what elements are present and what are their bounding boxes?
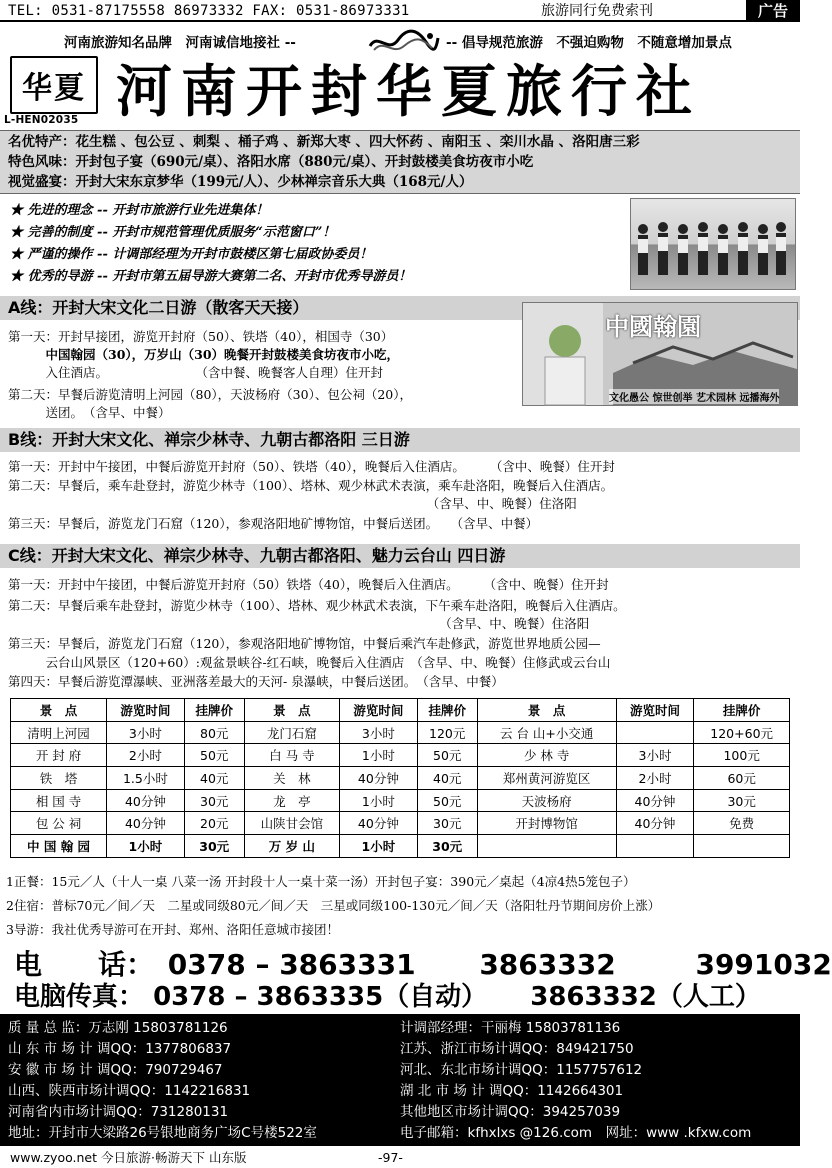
route-a-line: 中国翰园（30），万岁山（30）晚餐开封鼓楼美食坊夜市小吃， — [8, 347, 400, 362]
table-cell: 开封博物馆 — [477, 812, 616, 835]
table-cell: 万 岁 山 — [244, 835, 339, 858]
table-cell: 景 点 — [244, 699, 339, 722]
table-cell: 铁 塔 — [11, 767, 107, 790]
route-b-line: 第三天：早餐后，游览龙门石窟（120），参观洛阳地矿博物馆，中餐后送团。 （含早、中餐） — [8, 516, 539, 531]
phone-number: 3863332 — [479, 948, 616, 981]
agency-title: 河南开封华夏旅行社 — [116, 59, 701, 125]
route-b-line: 第二天：早餐后，乘车赴登封，游览少林寺（100）、塔林、观少林武术表演，乘车赴洛阳，晚餐后入住酒店。 — [8, 478, 614, 493]
table-cell: 20元 — [184, 812, 244, 835]
table-row — [11, 812, 790, 835]
table-cell: 郑州黄河游览区 — [477, 767, 616, 790]
logo-text: 华夏 — [22, 71, 86, 106]
route-c-title: C线：开封大宋文化、禅宗少林寺、九朝古都洛阳、魅力云台山 四日游 — [0, 544, 800, 568]
free-catalog-text: 旅游同行免费索刊 — [541, 3, 653, 19]
route-b-line: 第一天：开封中午接团，中餐后游览开封府（50）、铁塔（40），晚餐后入住酒店。 （含中、晚餐）住开封 — [8, 459, 615, 474]
table-cell: 1小时 — [107, 835, 185, 858]
specialties-band — [0, 130, 800, 194]
contact-item: 计调部经理：干丽梅 15803781136 — [400, 1020, 621, 1036]
table-cell: 相 国 寺 — [11, 789, 107, 812]
contact-address: 地址：开封市大梁路26号银地商务广场C号楼522室 — [8, 1125, 317, 1141]
table-cell: 清明上河园 — [11, 721, 107, 744]
specialty-line: 视觉盛宴：开封大宋东京梦华（199元/人）、少林禅宗音乐大典（168元/人） — [8, 174, 473, 190]
hanyuan-photo — [522, 302, 798, 406]
contact-email-web: 电子邮箱：kfhxlxs @126.com 网址：www .kfxw.com — [400, 1125, 752, 1141]
table-cell: 30元 — [184, 789, 244, 812]
contact-item: 湖 北 市 场 计 调QQ：1142664301 — [400, 1083, 624, 1099]
table-cell: 100元 — [694, 744, 790, 767]
route-c-line: 云台山风景区（120+60）:观盆景峡谷-红石峡，晚餐后入住酒店 （含早、中、晚餐）住修武或云台山 — [8, 655, 611, 670]
table-cell: 40元 — [184, 767, 244, 790]
table-cell: 50元 — [417, 789, 477, 812]
table-row — [11, 767, 790, 790]
table-cell: 天波杨府 — [477, 789, 616, 812]
table-cell: 120+60元 — [694, 721, 790, 744]
slogan-right: -- 倡导规范旅游 不强迫购物 不随意增加景点 — [446, 35, 732, 51]
contact-item: 江苏、浙江市场计调QQ：849421750 — [400, 1041, 634, 1057]
note-item: 1正餐：15元／人（十人一桌 八菜一汤 开封段十人一桌十菜一汤）开封包子宴：390元／桌起（4凉4热5笼包子） — [6, 874, 636, 889]
route-c-line: 第一天：开封中午接团，中餐后游览开封府（50）铁塔（40），晚餐后入住酒店。 （含中、晚餐）住开封 — [8, 577, 609, 592]
table-cell: 云 台 山+小交通 — [477, 721, 616, 744]
table-cell: 1.5小时 — [107, 767, 185, 790]
table-cell: 开 封 府 — [11, 744, 107, 767]
advantage-item: ★ 先进的理念 -- 开封市旅游行业先进集体！ — [10, 203, 269, 218]
table-cell: 景 点 — [11, 699, 107, 722]
table-cell: 挂牌价 — [417, 699, 477, 722]
table-cell: 40分钟 — [340, 812, 418, 835]
table-cell: 少 林 寺 — [477, 744, 616, 767]
table-cell: 3小时 — [616, 744, 694, 767]
table-cell: 挂牌价 — [694, 699, 790, 722]
table-cell: 40分钟 — [340, 767, 418, 790]
table-cell: 2小时 — [107, 744, 185, 767]
table-cell: 龙门石窟 — [244, 721, 339, 744]
table-cell: 游览时间 — [107, 699, 185, 722]
table-cell: 山陕甘会馆 — [244, 812, 339, 835]
table-cell: 60元 — [694, 767, 790, 790]
route-c-line: （含早、中、晚餐）住洛阳 — [8, 616, 590, 631]
table-cell: 40分钟 — [616, 789, 694, 812]
fax-number: 3863332（人工） — [530, 982, 761, 1012]
table-cell: 30元 — [417, 835, 477, 858]
dragon-icon — [366, 24, 440, 60]
route-a-line: 入住酒店。 （含中餐、晚餐客人自理）住开封 — [8, 365, 384, 380]
table-cell: 3小时 — [107, 721, 185, 744]
specialty-line: 特色风味：开封包子宴（690元/桌）、洛阳水席（880元/桌）、开封鼓楼美食坊夜市小吃 — [8, 154, 534, 170]
note-item: 2住宿：普标70元／间／天 二星或同级80元／间／天 三星或同级100-130元／间／天（洛阳牡丹节期间房价上涨） — [6, 898, 661, 913]
contact-item: 河南省内市场计调QQ：731280131 — [8, 1104, 229, 1120]
table-cell: 包 公 祠 — [11, 812, 107, 835]
table-cell: 50元 — [417, 744, 477, 767]
top-bar — [0, 0, 800, 22]
table-cell — [616, 721, 694, 744]
route-c-line: 第四天：早餐后游览潭瀑峡、亚洲落差最大的天河- 泉瀑峡，中餐后送团。 （含早、中餐） — [8, 674, 504, 689]
table-cell: 40分钟 — [107, 812, 185, 835]
table-cell: 40分钟 — [107, 789, 185, 812]
phone-row — [14, 948, 832, 982]
license-number: L-HEN02035 — [4, 114, 79, 126]
staff-group-photo — [630, 198, 796, 290]
route-a-line: 第一天：开封早接团，游览开封府（50）、铁塔（40），相国寺（30） — [8, 329, 394, 344]
route-b-line: （含早、中、晚餐）住洛阳 — [8, 496, 577, 511]
notes-list — [6, 870, 796, 942]
table-cell: 1小时 — [340, 744, 418, 767]
contacts-panel — [0, 1014, 800, 1146]
fax-row — [14, 980, 761, 1014]
table-cell: 40分钟 — [616, 812, 694, 835]
table-cell: 白 马 寺 — [244, 744, 339, 767]
note-item: 3导游：我社优秀导游可在开封、郑州、洛阳任意城市接团！ — [6, 922, 339, 937]
ad-badge: 广告 — [746, 0, 800, 22]
contact-item: 山西、陕西市场计调QQ：1142216831 — [8, 1083, 251, 1099]
table-cell: 30元 — [417, 812, 477, 835]
table-cell: 40元 — [417, 767, 477, 790]
phone-label: 电 话： — [14, 948, 155, 981]
page-footer — [0, 1148, 800, 1168]
fax-label: 电脑传真： — [14, 982, 145, 1012]
agency-logo — [10, 56, 98, 114]
contact-item: 河北、东北市场计调QQ：1157757612 — [400, 1062, 643, 1078]
photo-subcaption: 文化愚公 惊世创举 艺术园林 远播海外 — [609, 389, 779, 404]
table-cell: 50元 — [184, 744, 244, 767]
table-cell — [616, 835, 694, 858]
route-b-title: B线：开封大宋文化、禅宗少林寺、九朝古都洛阳 三日游 — [0, 428, 800, 452]
route-c-line: 第三天：早餐后，游览龙门石窟（120），参观洛阳地矿博物馆，中餐后乘汽车赴修武，游览世界地质公园— — [8, 636, 601, 651]
table-cell: 挂牌价 — [184, 699, 244, 722]
table-row — [11, 789, 790, 812]
table-cell: 1小时 — [340, 835, 418, 858]
phone-number: 3991032 — [695, 948, 832, 981]
specialty-line: 名优特产：花生糕 、包公豆 、刺梨 、桶子鸡 、新郑大枣 、四大怀药 、南阳玉 、栾川水晶 、洛阳唐三彩 — [8, 134, 640, 150]
table-cell: 免费 — [694, 812, 790, 835]
route-a-line: 第二天：早餐后游览清明上河园（80），天波杨府（30）、包公祠（20）， — [8, 387, 412, 402]
table-cell: 景 点 — [477, 699, 616, 722]
table-header-row — [11, 699, 790, 722]
advantage-item: ★ 优秀的导游 -- 开封市第五届导游大赛第二名、开封市优秀导游员！ — [10, 269, 412, 284]
table-cell: 80元 — [184, 721, 244, 744]
photo-caption: 中國翰園 — [605, 312, 701, 341]
route-a-line: 送团。 （含早、中餐） — [8, 405, 171, 420]
table-cell: 游览时间 — [616, 699, 694, 722]
table-cell: 游览时间 — [340, 699, 418, 722]
contact-item: 质 量 总 监：万志刚 15803781126 — [8, 1020, 228, 1036]
table-cell: 30元 — [184, 835, 244, 858]
table-cell: 120元 — [417, 721, 477, 744]
contact-item: 山 东 市 场 计 调QQ：1377806837 — [8, 1041, 232, 1057]
table-cell: 龙 亭 — [244, 789, 339, 812]
advantage-item: ★ 严谨的操作 -- 计调部经理为开封市鼓楼区第七届政协委员！ — [10, 247, 373, 262]
table-cell — [694, 835, 790, 858]
table-row — [11, 835, 790, 858]
contact-item: 其他地区市场计调QQ：394257039 — [400, 1104, 621, 1120]
table-cell: 3小时 — [340, 721, 418, 744]
route-c-line: 第二天：早餐后乘车赴登封，游览少林寺（100）、塔林、观少林武术表演，下午乘车赴洛阳，晚餐后入住酒店。 — [8, 598, 626, 613]
footer-site: www.zyoo.net 今日旅游·畅游天下 山东版 — [10, 1150, 247, 1165]
contact-item: 安 徽 市 场 计 调QQ：790729467 — [8, 1062, 223, 1078]
table-cell: 2小时 — [616, 767, 694, 790]
slogan-left: 河南旅游知名品牌 河南诚信地接社 -- — [64, 35, 296, 51]
phone-number: 0378 – 3863331 — [167, 948, 416, 981]
table-row — [11, 721, 790, 744]
tel-fax-text: TEL: 0531-87175558 86973332 FAX: 0531-86973331 — [8, 3, 410, 19]
table-cell: 关 林 — [244, 767, 339, 790]
table-row — [11, 744, 790, 767]
table-cell: 30元 — [694, 789, 790, 812]
table-cell: 1小时 — [340, 789, 418, 812]
route-a-title: A线：开封大宋文化二日游（散客天天接） — [0, 296, 800, 320]
table-cell — [477, 835, 616, 858]
fax-number: 0378 – 3863335（自动） — [153, 982, 488, 1012]
attractions-price-table — [10, 698, 790, 858]
table-cell: 中 国 翰 园 — [11, 835, 107, 858]
advantage-item: ★ 完善的制度 -- 开封市规范管理优质服务“示范窗口”！ — [10, 225, 336, 240]
page-number: -97- — [378, 1150, 403, 1165]
